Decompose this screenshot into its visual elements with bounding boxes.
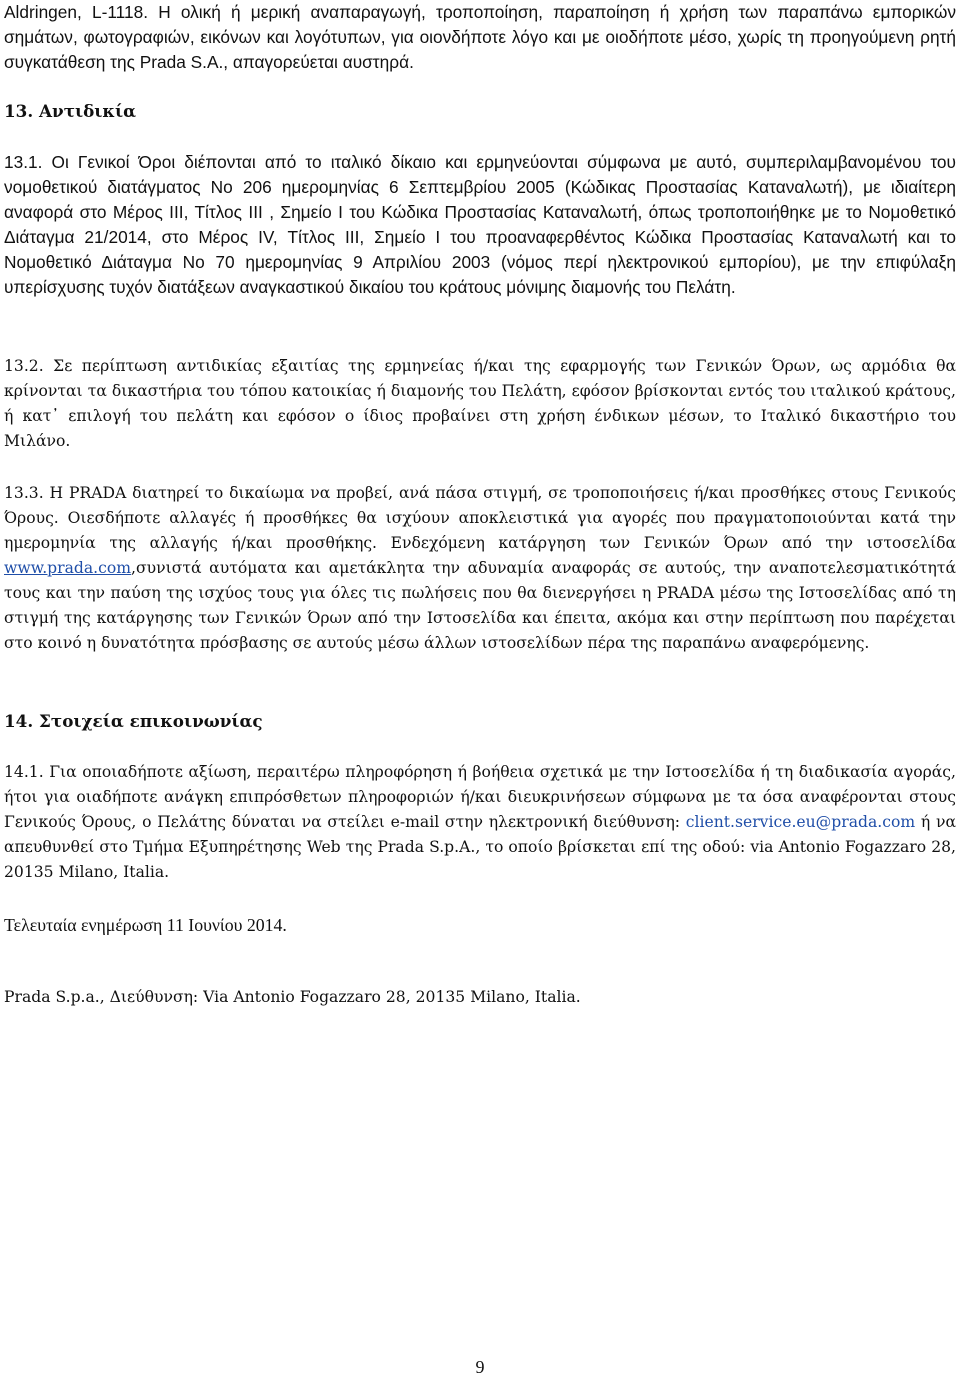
paragraph-13-3-text-start: 13.3. Η PRADA διατηρεί το δικαίωμα να προβεί, ανά πάσα στιγμή, σε τροποποιήσεις ή/και προσθήκες στους Γενικούς Όρους. Οιεσδήποτε αλλαγές ή προσθήκες θα ισχύουν αποκλειστικά για αγορές που πραγματοποιούνται κατά την ημερομηνία της αλλαγής ή/και προσθήκης. Ενδεχόμενη κατάργηση των Γενικών Όρων από την ιστοσελίδα [4,484,956,552]
section-14-heading: 14. Στοιχεία επικοινωνίας [4,711,263,731]
company-address: Prada S.p.a., Διεύθυνση: Via Antonio Fogazzaro 28, 20135 Milano, Italia. [4,988,581,1006]
paragraph-13-1: 13.1. Οι Γενικοί Όροι διέπονται από το ιταλικό δίκαιο και ερμηνεύονται σύμφωνα με αυτό, συμπεριλαμβανομένου του νομοθετικού διατάγματος Νο 206 ημερομηνίας 6 Σεπτεμβρίου 2005 (Κώδικας Προστασίας Καταναλωτή), με ιδιαίτερη αναφορά στο Μέρος ΙΙΙ, Τίτλος ΙΙΙ , Σημείο Ι του Κώδικα Προστασίας Καταναλωτή, όπως τροποποιήθηκε με το Νομοθετικό Διάταγμα 21/2014, στο Μέρος IV, Τίτλος ΙΙΙ, Σημείο Ι του προαναφερθέντος Κώδικα Προστασίας Καταναλωτή και το Νομοθετικό Διάταγμα Νο 70 ημερομηνίας 9 Απριλίου 2003 (νόμος περί ηλεκτρονικού εμπορίου), με την επιφύλαξη υπερίσχυσης τυχόν διατάξεων αναγκαστικού δικαίου του κράτους μόνιμης διαμονής του Πελάτη. [4,152,956,297]
paragraph-13-3-text-end: ,συνιστά αυτόματα και αμετάκλητα την αδυναμία αναφοράς σε αυτούς, την αναποτελεσματικότητά τους και την παύση της ισχύος τους για όλες τις πωλήσεις που θα διενεργήσει η PRADA μέσω της Ιστοσελίδας από τη στιγμή της κατάργησης των Γενικών Όρων από την Ιστοσελίδα και έπειτα, ακόμα και στην περίπτωση που παρέχεται στο κοινό η δυνατότητα πρόσβασης σε αυτούς μέσω άλλων ιστοσελίδων πέρα της παραπάνω αναφερόμενης. [4,559,956,652]
prada-website-link[interactable]: www.prada.com [4,559,132,577]
paragraph-14-1 [4,760,956,885]
paragraph-14-1-text-end: ή να απευθυνθεί στο Τμήμα Εξυπηρέτησης Web της Prada S.p.A., το οποίο βρίσκεται επί της οδού: via Antonio Fogazzaro 28, 20135 Milano, Italia. [4,813,956,881]
intro-paragraph: Aldringen, L-1118. Η ολική ή μερική αναπαραγωγή, τροποποίηση, παραποίηση ή χρήση των παραπάνω εμπορικών σημάτων, φωτογραφιών, εικόνων και λογότυπων, για οιονδήποτε λόγο και με οιοδήποτε μέσο, χωρίς τη προηγούμενη ρητή συγκατάθεση της Prada S.A., απαγορεύεται αυστηρά. [4,2,956,72]
page-number: 9 [475,1357,485,1377]
last-update-text: Τελευταία ενημέρωση 11 Ιουνίου 2014. [4,915,287,935]
section-13-heading: 13. Αντιδικία [4,101,137,121]
client-service-email[interactable]: client.service.eu@prada.com [685,813,916,831]
paragraph-13-2: 13.2. Σε περίπτωση αντιδικίας εξαιτίας της ερμηνείας ή/και της εφαρμογής των Γενικών Όρων, ως αρμόδια θα κρίνονται τα δικαστήρια του τόπου κατοικίας ή διαμονής του Πελάτη, εφόσον βρίσκονται εντός του ιταλικού κράτους, ή κατ᾽ επιλογή του πελάτη και εφόσον ο ίδιος προβαίνει στη χρήση ένδικων μέσων, το Ιταλικό δικαστήριο του Μιλάνο. [4,357,956,450]
paragraph-14-1-text-start: 14.1. Για οποιαδήποτε αξίωση, περαιτέρω πληροφόρηση ή βοήθεια σχετικά με την Ιστοσελίδα ή τη διαδικασία αγοράς, ήτοι για οιαδήποτε ανάγκη επιπρόσθετων πληροφοριών ή/και διευκρινήσεων σύμφωνα με τα όσα αναφέρονται στους Γενικούς Όρους, ο Πελάτης δύναται να στείλει e-mail στην ηλεκτρονική διεύθυνση: [4,763,956,831]
paragraph-13-3 [4,481,956,656]
